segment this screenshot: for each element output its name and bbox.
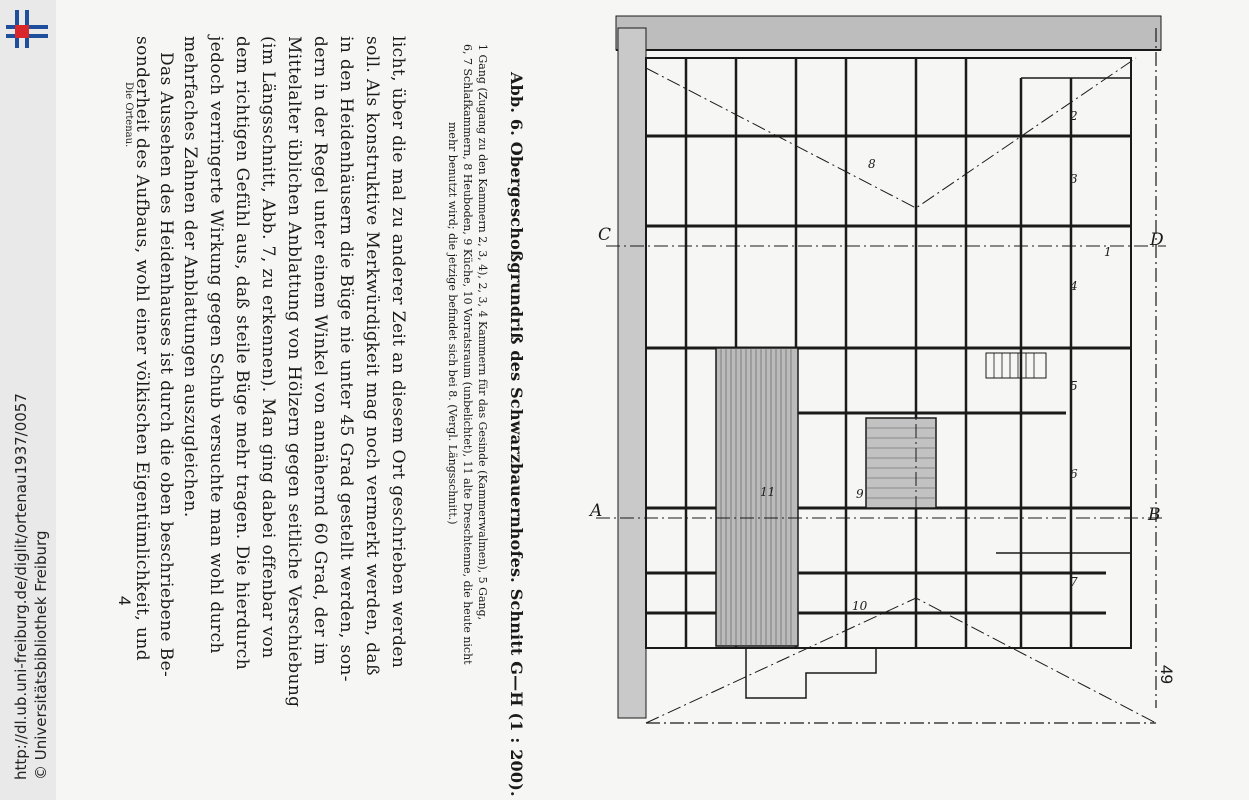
section-label-c: C xyxy=(598,225,612,245)
section-label-b: B xyxy=(1148,505,1161,525)
body-line-2: soll. Als konstruktive Merkwürdigkeit mag noch vermerkt werden, daß xyxy=(362,36,382,676)
caption-line-2: 6, 7 Schlafkammern, 8 Heuboden, 9 Küche, 10 Vorratsraum (unbelichtet), 11 alte Dreschtenne, die heute nicht xyxy=(461,44,474,665)
body-line-8: jedoch verringerte Wirkung gegen Schub versuchte man wohl durch xyxy=(206,36,226,654)
viewer-sidebar xyxy=(0,0,56,800)
footer-number: 4 xyxy=(115,596,134,606)
scanned-page xyxy=(56,0,1249,800)
caption-line-1: 1 Gang (Zugang zu den Kammern 2, 3, 4), 2, 3, 4 Kammern für das Gesinde (Kammerwalmen), 5 Gang, xyxy=(476,44,489,621)
body-line-10: Das Aussehen des Heidenhauses ist durch die oben beschriebene Be- xyxy=(156,52,176,678)
room-label-11: 11 xyxy=(760,485,776,499)
room-label-10: 10 xyxy=(852,599,868,613)
body-line-3: in den Heidenhäusern die Büge nie unter 45 Grad gestellt werden, son- xyxy=(336,36,356,682)
room-label-5: 5 xyxy=(1070,379,1078,393)
running-foot: Die Ortenau. xyxy=(123,82,134,148)
floor-plan-drawing xyxy=(576,8,1176,728)
body-line-5: Mittelalter üblichen Anblattung von Hölzern gegen seitliche Verschiebung xyxy=(284,36,304,708)
body-line-7: dem richtigen Gefühl aus, daß steile Büge mehr tragen. Die hierdurch xyxy=(232,36,252,671)
room-label-2: 2 xyxy=(1070,109,1078,123)
room-label-7: 7 xyxy=(1070,575,1078,589)
body-line-6: (im Längsschnitt, Abb. 7, zu erkennen). Man ging dabei offenbar von xyxy=(258,36,278,659)
copyright-text: © Universitätsbibliothek Freiburg xyxy=(32,530,50,780)
body-line-11: sonderheit des Aufbaus, wohl einer völkischen Eigentümlichkeit, und xyxy=(132,36,152,661)
room-label-9: 9 xyxy=(856,487,864,501)
section-label-d: D xyxy=(1150,230,1164,250)
figure-title: Abb. 6. Obergeschoßgrundriß des Schwarzbauernhofes. Schnitt G—H (1 : 200). xyxy=(507,72,526,797)
section-label-a: A xyxy=(590,501,603,521)
page-number: 49 xyxy=(1157,665,1176,684)
ub-freiburg-logo-icon[interactable] xyxy=(4,8,50,52)
room-label-6: 6 xyxy=(1070,467,1078,481)
room-label-3: 3 xyxy=(1070,172,1078,186)
room-label-1: 1 xyxy=(1104,245,1112,259)
body-line-4: dern in der Regel unter einem Winkel von annähernd 60 Grad, der im xyxy=(310,36,330,666)
source-url[interactable]: http://dl.ub.uni-freiburg.de/diglit/ortenau1937/0057 xyxy=(12,393,30,780)
body-line-1: licht, über die mal zu anderer Zeit an diesem Ort geschrieben werden xyxy=(388,36,408,669)
room-label-8: 8 xyxy=(868,157,876,171)
caption-line-3: mehr benutzt wird; die jetzige befindet sich bei 8. (Vergl. Längsschnitt.) xyxy=(446,122,459,525)
body-line-9: mehrfaches Zahnen der Anblattungen auszugleichen. xyxy=(180,36,200,518)
room-label-4: 4 xyxy=(1070,279,1078,293)
